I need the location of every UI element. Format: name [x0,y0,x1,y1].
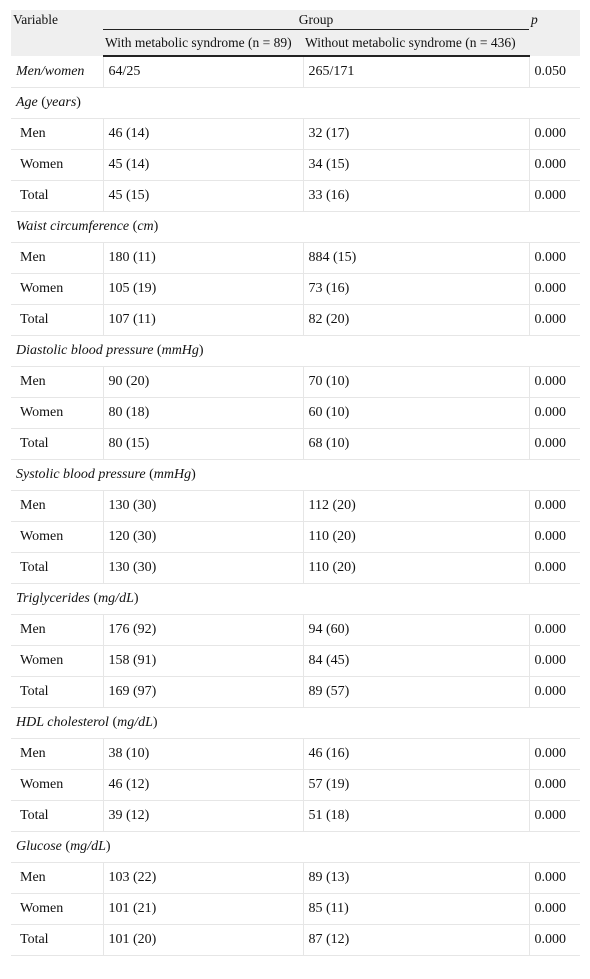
cell-without: 51 (18) [303,801,529,832]
table-row [11,181,580,212]
cell-p: 0.000 [529,522,580,553]
header-with-metabolic-syndrome: With metabolic syndrome (n = 89) [103,30,303,56]
cell-p: 0.000 [529,429,580,460]
table-row [11,739,580,770]
cell-without: 110 (20) [303,553,529,584]
cell-p: 0.000 [529,398,580,429]
cell-p: 0.000 [529,615,580,646]
cell-with: 120 (30) [103,522,303,553]
cell-with: 45 (14) [103,150,303,181]
section-name: Glucose [16,839,62,854]
cell-p: 0.000 [529,243,580,274]
cell-without: 265/171 [303,56,529,88]
section-title: Diastolic blood pressure (mmHg) [11,336,580,367]
cell-without: 46 (16) [303,739,529,770]
section-title: Systolic blood pressure (mmHg) [11,460,580,491]
cell-p: 0.000 [529,894,580,925]
section-title: HDL cholesterol (mg/dL) [11,708,580,739]
row-label: Men [11,739,103,770]
row-label: Total [11,925,103,956]
row-label: Total [11,181,103,212]
cell-with: 39 (12) [103,801,303,832]
table-row [11,398,580,429]
row-label: Men [11,243,103,274]
table-row [11,305,580,336]
cell-without: 70 (10) [303,367,529,398]
cell-with: 80 (18) [103,398,303,429]
cell-p: 0.000 [529,770,580,801]
cell-with: 45 (15) [103,181,303,212]
table-row [11,491,580,522]
cell-p: 0.000 [529,181,580,212]
cell-with: 180 (11) [103,243,303,274]
section-name: Diastolic blood pressure [16,343,154,358]
section-unit: mg/dL [98,591,134,606]
cell-without: 32 (17) [303,119,529,150]
header-variable: Variable [11,10,103,56]
section-unit: cm [137,219,154,234]
section-unit: mmHg [161,343,199,358]
row-label: Total [11,305,103,336]
section-title: Age (years) [11,88,580,119]
cell-with: 130 (30) [103,553,303,584]
cell-with: 169 (97) [103,677,303,708]
section-name: Age [16,95,38,110]
cell-with: 103 (22) [103,863,303,894]
cell-without: 84 (45) [303,646,529,677]
table-row [11,429,580,460]
section-title: Waist circumference (cm) [11,212,580,243]
cell-without: 60 (10) [303,398,529,429]
table-row [11,615,580,646]
group-rule [103,29,529,30]
row-label: Men [11,367,103,398]
cell-p: 0.000 [529,677,580,708]
cell-with: 130 (30) [103,491,303,522]
cell-without: 94 (60) [303,615,529,646]
table-row [11,367,580,398]
cell-p: 0.000 [529,863,580,894]
table-row [11,243,580,274]
cell-with: 158 (91) [103,646,303,677]
row-label: Men [11,491,103,522]
cell-without: 68 (10) [303,429,529,460]
cell-without: 73 (16) [303,274,529,305]
table-row [11,925,580,956]
cell-with: 46 (12) [103,770,303,801]
section-header-row [11,460,580,491]
cell-without: 87 (12) [303,925,529,956]
table-container [11,10,580,956]
cell-with: 101 (21) [103,894,303,925]
cell-p: 0.000 [529,150,580,181]
cell-p: 0.000 [529,305,580,336]
header-without-metabolic-syndrome: Without metabolic syndrome (n = 436) [303,30,529,56]
section-name: Waist circumference [16,219,130,234]
section-name: Systolic blood pressure [16,467,146,482]
row-label: Men [11,119,103,150]
table-row [11,150,580,181]
cell-without: 34 (15) [303,150,529,181]
row-label: Men [11,863,103,894]
cell-without: 884 (15) [303,243,529,274]
section-name: Triglycerides [16,591,90,606]
header-group-label: Group [298,12,334,27]
table-row [11,646,580,677]
section-unit: mg/dL [70,839,106,854]
cell-without: 57 (19) [303,770,529,801]
section-header-row [11,708,580,739]
row-label: Women [11,150,103,181]
row-label: Women [11,646,103,677]
cell-p: 0.000 [529,739,580,770]
cell-p: 0.050 [529,56,580,88]
cell-without: 89 (57) [303,677,529,708]
row-label: Women [11,770,103,801]
row-label: Men/women [11,56,103,88]
table-row [11,894,580,925]
section-header-row [11,336,580,367]
cell-with: 46 (14) [103,119,303,150]
table-row-men-women [11,56,580,88]
section-unit: mmHg [153,467,192,482]
row-label: Women [11,894,103,925]
cell-with: 105 (19) [103,274,303,305]
table-row [11,677,580,708]
cell-with: 64/25 [103,56,303,88]
cell-with: 38 (10) [103,739,303,770]
cell-p: 0.000 [529,646,580,677]
row-label: Women [11,398,103,429]
table-row [11,770,580,801]
section-title: Glucose (mg/dL) [11,832,580,863]
row-label: Total [11,801,103,832]
table-row [11,553,580,584]
row-label: Women [11,274,103,305]
cell-without: 112 (20) [303,491,529,522]
section-header-row [11,832,580,863]
row-label: Women [11,522,103,553]
cell-without: 82 (20) [303,305,529,336]
cell-with: 176 (92) [103,615,303,646]
table-row [11,522,580,553]
section-unit: years [45,95,77,110]
section-title: Triglycerides (mg/dL) [11,584,580,615]
cell-with: 107 (11) [103,305,303,336]
section-header-row [11,584,580,615]
cell-p: 0.000 [529,274,580,305]
section-header-row [11,212,580,243]
header-p: p [529,10,580,56]
table-row [11,801,580,832]
table-row [11,274,580,305]
row-label: Men [11,615,103,646]
cell-without: 33 (16) [303,181,529,212]
section-unit: mg/dL [117,715,153,730]
cell-with: 90 (20) [103,367,303,398]
row-label: Total [11,553,103,584]
cell-p: 0.000 [529,367,580,398]
cell-p: 0.000 [529,925,580,956]
table-body [11,56,580,956]
cell-p: 0.000 [529,553,580,584]
cell-p: 0.000 [529,801,580,832]
section-name: HDL cholesterol [16,715,109,730]
table-row [11,863,580,894]
cell-without: 89 (13) [303,863,529,894]
cell-without: 85 (11) [303,894,529,925]
table-row [11,119,580,150]
cell-with: 101 (20) [103,925,303,956]
cell-p: 0.000 [529,491,580,522]
cell-p: 0.000 [529,119,580,150]
row-label: Total [11,677,103,708]
cell-without: 110 (20) [303,522,529,553]
cell-with: 80 (15) [103,429,303,460]
section-header-row [11,88,580,119]
metabolic-syndrome-table [11,10,580,956]
row-label: Total [11,429,103,460]
header-group [103,10,529,30]
